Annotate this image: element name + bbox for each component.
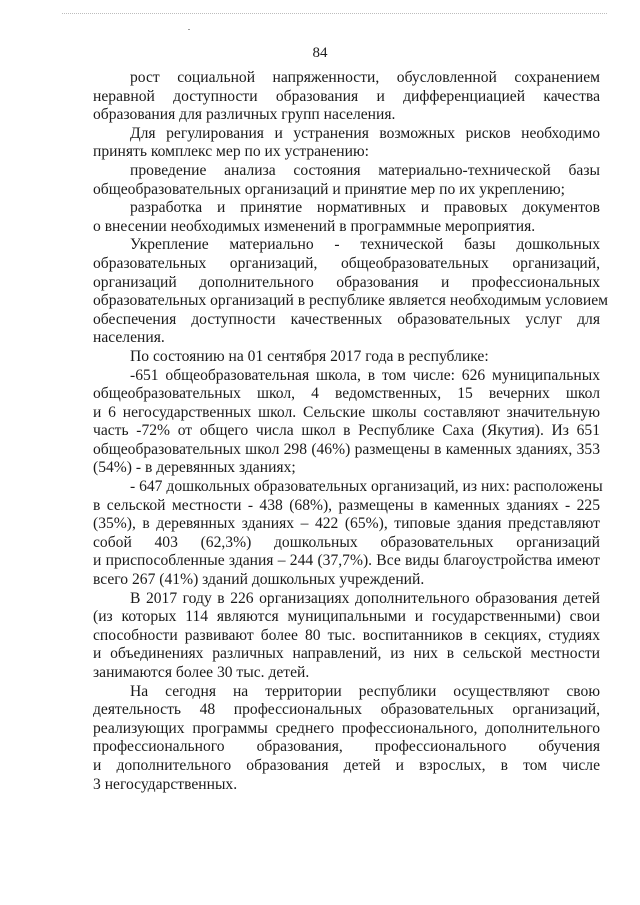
- text-line: и приспособленные здания – 244 (37,7%). Все виды благоустройства имеют: [93, 552, 600, 570]
- text-line: проведение анализа состояния материально-технической базы: [130, 161, 600, 179]
- text-line: занимаются более 30 тыс. детей.: [93, 664, 310, 681]
- text-line: и дополнительного образования детей и взрослых, в том числе: [93, 756, 600, 774]
- text-line: (54%) - в деревянных зданиях;: [93, 459, 296, 477]
- text-line: образования для различных групп населения.: [93, 106, 396, 124]
- text-line: населения.: [93, 329, 165, 347]
- text-line: - 647 дошкольных образовательных организаций, из них: расположены: [130, 478, 603, 496]
- text-line: и объединениях различных направлений, из них в сельской местности: [93, 645, 600, 663]
- text-line: общеобразовательных школ, 4 ведомственных, 15 вечерних школ: [93, 385, 600, 403]
- text-line: собой 403 (62,3%) дошкольных образовательных организаций: [93, 533, 600, 551]
- scan-artifact-dot: [188, 29, 190, 30]
- text-line: общеобразовательных школ 298 (46%) размещены в каменных зданиях, 353: [93, 440, 600, 458]
- text-line: 3 негосударственных.: [93, 775, 238, 793]
- text-line: (35%), в деревянных зданиях – 422 (65%), типовые здания представляют: [93, 515, 600, 533]
- text-line: организаций дополнительного образования и профессиональных: [93, 273, 600, 291]
- text-line: профессионального образования, профессионального обучения: [93, 738, 600, 756]
- text-line: -651 общеобразовательная школа, в том числе: 626 муниципальных: [130, 366, 600, 384]
- text-line: общеобразовательных организаций и принятие мер по их укреплению;: [93, 180, 566, 198]
- text-line: реализующих программы среднего профессионального, дополнительного: [93, 719, 600, 737]
- text-line: рост социальной напряженности, обусловленной сохранением: [130, 69, 600, 86]
- text-line: деятельность 48 профессиональных образовательных организаций,: [93, 701, 600, 719]
- text-line: образовательных организаций в республике является необходимым условием: [93, 292, 608, 310]
- text-line: часть -72% от общего числа школ в Республике Саха (Якутия). Из 651: [93, 422, 600, 440]
- text-line: образовательных организаций, общеобразовательных организаций,: [93, 254, 600, 272]
- text-line: разработка и принятие нормативных и правовых документов: [130, 199, 600, 217]
- text-line: обеспечения доступности качественных образовательных услуг для: [93, 310, 600, 328]
- text-line: способности развивают более 80 тыс. воспитанников в секциях, студиях: [93, 626, 600, 644]
- text-line: всего 267 (41%) зданий дошкольных учреждений.: [93, 571, 425, 589]
- page-number: 84: [312, 45, 328, 61]
- text-line: Укрепление материально - технической базы дошкольных: [130, 236, 600, 254]
- text-line: В 2017 году в 226 организациях дополнительного образования детей: [130, 589, 600, 607]
- text-line: принять комплекс мер по их устранению:: [93, 143, 369, 161]
- text-line: неравной доступности образования и дифференциацией качества: [93, 87, 600, 105]
- document-body: [93, 69, 608, 794]
- text-line: (из которых 114 являются муниципальными и государственными) свои: [93, 608, 600, 626]
- text-line: в сельской местности - 438 (68%), размещены в каменных зданиях - 225: [93, 496, 600, 514]
- text-line: По состоянию на 01 сентября 2017 года в республике:: [130, 347, 489, 365]
- text-line: На сегодня на территории республики осуществляют свою: [130, 682, 600, 700]
- scan-artifact-line: [62, 13, 607, 14]
- text-line: Для регулирования и устранения возможных рисков необходимо: [130, 124, 600, 142]
- text-line: о внесении необходимых изменений в программные мероприятия.: [93, 217, 536, 235]
- text-line: и 6 негосударственных школ. Сельские школы составляют значительную: [93, 403, 600, 421]
